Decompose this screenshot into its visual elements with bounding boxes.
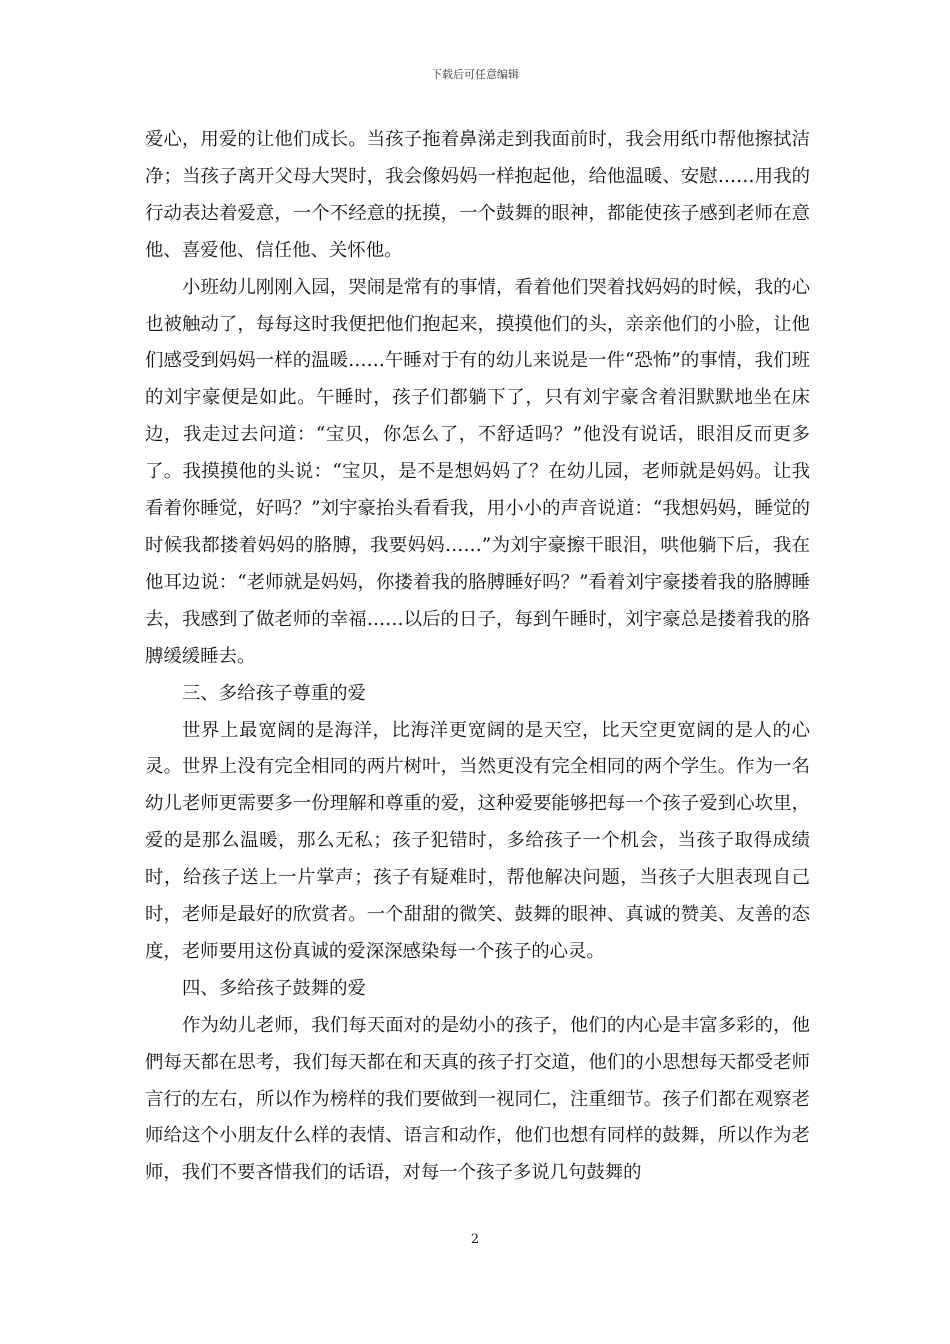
page-number: 2	[470, 1232, 480, 1247]
paragraph-4: 世界上最宽阔的是海洋，比海洋更宽阔的是天空，比天空更宽阔的是人的心灵。世界上没有完全相同的两片树叶，当然更没有完全相同的两个学生。作为一名幼儿老师更需要多一份理解和尊重的爱，这种爱要能够把每一个孩子爱到心坎里，爱的是那么温暖，那么无私；孩子犯错时，多给孩子一个机会，当孩子取得成绩时，给孩子送上一片掌声；孩子有疑难时，帮他解决问题，当孩子大胆表现自己时，老师是最好的欣赏者。一个甜甜的微笑、鼓舞的眼神、真诚的赞美、友善的态度，老师要用这份真诚的爱深深感染每一个孩子的心灵。	[145, 719, 810, 962]
paragraph-1: 爱心，用爱的让他们成长。当孩子拖着鼻涕走到我面前时，我会用纸巾帮他擦拭洁净；当孩子离开父母大哭时，我会像妈妈一样抱起他，给他温暖、安慰……用我的行动表达着爱意，一个不经意的抚摸，一个鼓舞的眼神，都能使孩子感到老师在意他、喜爱他、信任他、关怀他。	[145, 129, 810, 261]
page-header: 下载后可任意编辑	[431, 68, 519, 81]
paragraph-2: 小班幼儿刚刚入园，哭闹是常有的事情，看着他们哭着找妈妈的时候，我的心也被触动了，每每这时我便把他们抱起来，摸摸他们的头，亲亲他们的小脸，让他们感受到妈妈一样的温暖……午睡对于有的幼儿来说是一件“恐怖”的事情，我们班的刘宇豪便是如此。午睡时，孩子们都躺下了，只有刘宇豪含着泪默默地坐在床边，我走过去问道：“宝贝，你怎么了，不舒适吗？”他没有说话，眼泪反而更多了。我摸摸他的头说：“宝贝，是不是想妈妈了？在幼儿园，老师就是妈妈。让我看着你睡觉，好吗？”刘宇豪抬头看看我，用小小的声音说道：“我想妈妈，睡觉的时候我都搂着妈妈的胳膊，我要妈妈……”为刘宇豪擦干眼泪，哄他躺下后，我在他耳边说：“老师就是妈妈，你搂着我的胳膊睡好吗？”看着刘宇豪搂着我的胳膊睡去，我感到了做老师的幸福……以后的日子，每到午睡时，刘宇豪总是搂着我的胳膊缓缓睡去。	[145, 276, 810, 667]
section-heading-5: 四、多给孩子鼓舞的爱	[182, 977, 366, 999]
section-heading-3: 三、多给孩子尊重的爱	[182, 682, 366, 704]
paragraph-6: 作为幼儿老师，我们每天面对的是幼小的孩子，他们的内心是丰富多彩的，他們每天都在思考，我们每天都在和天真的孩子打交道，他们的小思想每天都受老师言行的左右，所以作为榜样的我们要做到一视同仁，注重细节。孩子们都在观察老师给这个小朋友什么样的表情、语言和动作，他们也想有同样的鼓舞，所以作为老师，我们不要吝惜我们的话语，对每一个孩子多说几句鼓舞的	[145, 1014, 810, 1184]
document-body	[145, 122, 810, 1192]
